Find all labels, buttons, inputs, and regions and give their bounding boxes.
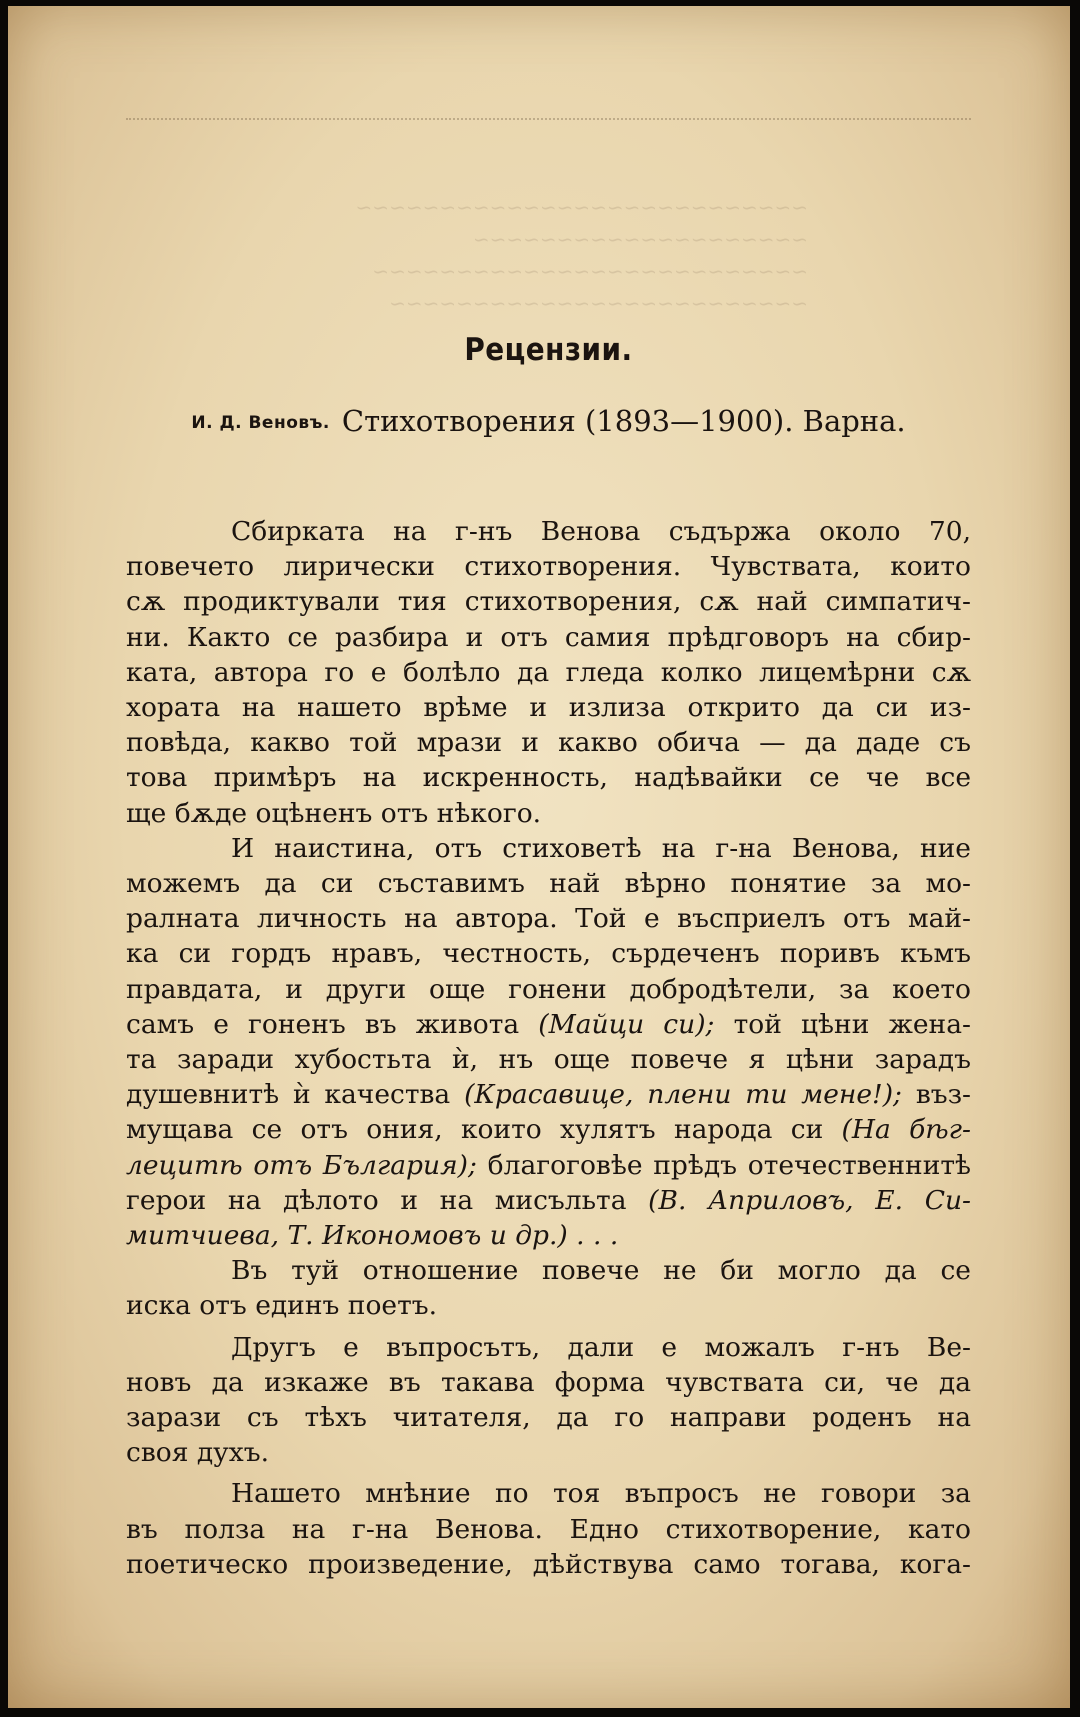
text-line: ка си гордъ нравъ, честность, сърдеченъ поривъ къмъ (126, 938, 971, 970)
text-line: самъ е гоненъ въ живота (Майци си); той цѣни жена- (126, 1008, 971, 1040)
italic-citation: (В. Априловъ, Е. Си- (648, 1184, 971, 1216)
reviewed-work: Стихотворения (1893—1900). Варна. (341, 404, 906, 438)
text-line: душевнитѣ ѝ качества (Красавице, плени ти мене!); въз- (126, 1079, 971, 1111)
text-line: повечето лирически стихотворения. Чувствата, които (126, 551, 971, 583)
italic-citation: (На бѣг- (841, 1114, 971, 1146)
text-line: своя духъ. (126, 1437, 269, 1469)
italic-citation: (Майци си); (538, 1008, 715, 1040)
italic-citation: митчиева, Т. Икономовъ и др.) . . . (126, 1220, 619, 1252)
text-line: това примѣръ на искренность, надѣвайки се че все (126, 762, 971, 794)
text-line: герои на дѣлото и на мисъльта (В. Априловъ, Е. Си- (126, 1184, 971, 1216)
italic-citation: (Красавице, плени ти мене!); (464, 1079, 902, 1111)
paragraph: Нашето мнѣние по тоя въпросъ не говори за (231, 1478, 971, 1510)
reviewed-author: И. Д. Веновъ. (191, 413, 330, 433)
text-line: зарази съ тѣхъ читателя, да го направи роденъ на (126, 1402, 971, 1434)
paragraph: И наистина, отъ стиховетѣ на г-на Венова, ние (231, 832, 971, 864)
section-heading: Рецензии. (464, 332, 633, 368)
text-line: лецитѣ отъ България); благоговѣе прѣдъ отечественнитѣ (126, 1149, 971, 1181)
text-line (126, 1218, 971, 1253)
review-subheading (126, 404, 971, 438)
page-scan (8, 6, 1070, 1708)
text-line: хората на нашето врѣме и излиза открито да си из- (126, 692, 971, 724)
text-line: та заради хубостьта ѝ, нъ още повече я цѣни зарадъ (126, 1044, 971, 1076)
italic-citation: лецитѣ отъ България); (126, 1149, 477, 1181)
paragraph: Въ туй отношение повече не би могло да се (231, 1255, 971, 1287)
text-line: повѣда, какво той мрази и какво обича — да даде съ (126, 727, 971, 759)
bleed-through-texture: ~~~~~~~~~~~~~~~~~~~~~~~~~~~ ~~~~~~~~~~~~~~~~~~~~ ~~~~~~~~~~~~~~~~~~~~~~~~~~ ~~~~~~~~~~~~~~~~~~~~~~~~~ (355, 195, 808, 315)
header-rule (126, 118, 971, 120)
paragraph: Сбирката на г-нъ Венова съдържа около 70, (231, 516, 971, 547)
text-line: новъ да изкаже въ такава форма чувствата си, че да (126, 1366, 971, 1398)
paragraph: Другъ е въпросътъ, дали е можалъ г-нъ Ве- (231, 1331, 971, 1363)
text-line: поетическо произведение, дѣйствува само тогава, кога- (126, 1548, 971, 1580)
text-line: ни. Както се разбира и отъ самия прѣдговоръ на сбир- (126, 621, 971, 653)
text-line: правдата, и други още гонени добродѣтели, за което (126, 973, 971, 1005)
text-line: ще бѫде оцѣненъ отъ нѣкого. (126, 797, 542, 829)
text-line: можемъ да си съставимъ най вѣрно понятие за мо- (126, 868, 971, 900)
text-line: сѫ продиктували тия стихотворения, сѫ най симпатич- (126, 586, 971, 618)
text-line: въ полза на г-на Венова. Едно стихотворение, като (126, 1513, 971, 1545)
text-line: ката, автора го е болѣло да гледа колко лицемѣрни сѫ (126, 656, 971, 688)
text-line: мущава се отъ ония, които хулятъ народа си (На бѣг- (126, 1114, 971, 1146)
text-line: иска отъ единъ поетъ. (126, 1290, 438, 1322)
review-body (126, 514, 971, 1582)
text-line: ралната личность на автора. Той е въсприелъ отъ май- (126, 903, 971, 935)
